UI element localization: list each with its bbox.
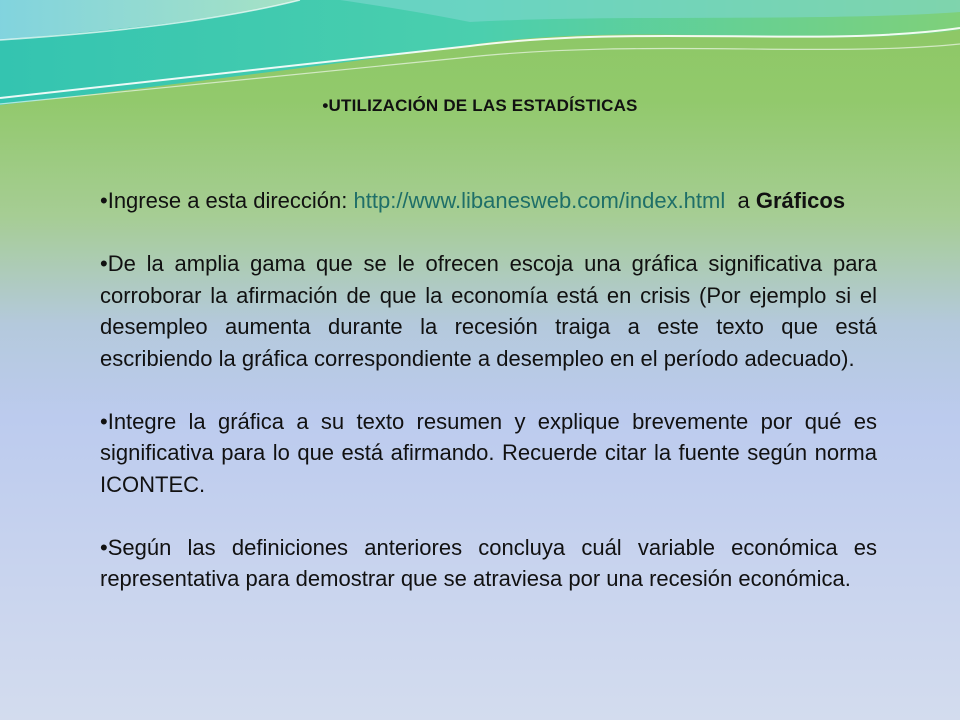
paragraph-choose-chart: •De la amplia gama que se le ofrecen escoja una gráfica significativa para corroborar la afirmación de que la economía está en crisis (Por ejemplo si el desempleo aumenta durante la recesión traiga a este texto que está escribiendo la gráfica correspondiente a desempleo en el período adecuado). [100, 251, 877, 371]
slide-body [100, 185, 877, 626]
graficos-label: Gráficos [755, 188, 846, 213]
paragraph-1-intro: •Ingrese a esta dirección: [100, 188, 354, 213]
slide-title: •UTILIZACIÓN DE LAS ESTADÍSTICAS [322, 96, 638, 115]
paragraph-conclusion: •Según las definiciones anteriores concluya cuál variable económica es representativa para demostrar que se atraviesa por una recesión económica. [100, 534, 877, 591]
paragraph-integrate-chart: •Integre la gráfica a su texto resumen y explique brevemente por qué es significativa para lo que está afirmando. Recuerde citar la fuente según norma ICONTEC. [100, 408, 877, 497]
website-link[interactable]: http://www.libanesweb.com/index.html [353, 188, 726, 213]
paragraph-instruction-link [100, 185, 877, 217]
paragraph-1-middle: a [725, 188, 756, 213]
